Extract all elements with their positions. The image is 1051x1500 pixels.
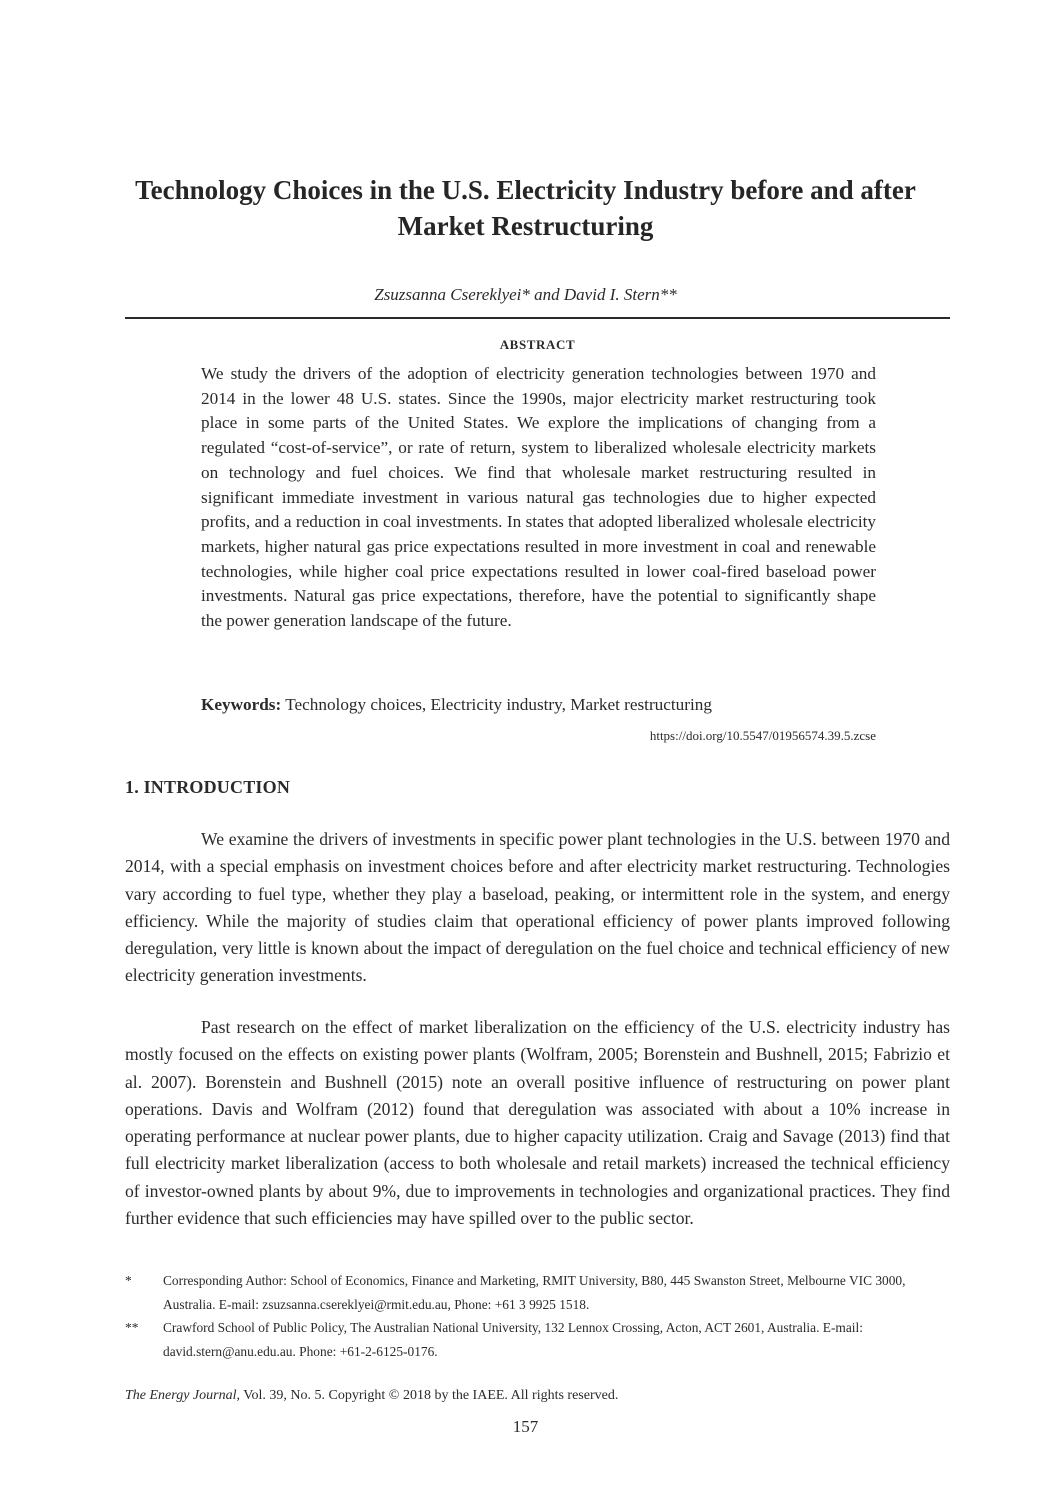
footnote-mark: ** bbox=[125, 1320, 139, 1335]
footnote-text: Corresponding Author: School of Economics, Finance and Marketing, RMIT University, B80, 445 Swanston Street, Melbourne VIC 3000, Australia. E-mail: zsuzsanna.csereklyei@rmit.edu.au, Phone: +61 3 9925 1518. bbox=[163, 1273, 906, 1312]
journal-citation bbox=[125, 1386, 950, 1406]
keywords-line bbox=[201, 693, 891, 717]
keywords-label: Keywords: bbox=[201, 695, 282, 714]
doi-link[interactable]: https://doi.org/10.5547/01956574.39.5.zcse bbox=[649, 728, 876, 743]
abstract-text: We study the drivers of the adoption of electricity generation technologies between 1970 and 2014 in the lower 48 U.S. states. Since the 1990s, major electricity market restructuring took place in some parts of the United States. We explore the implications of changing from a regulated “cost-of-service”, or rate of return, system to liberalized wholesale electricity markets on technology and fuel choices. We find that wholesale market restructuring resulted in significant immediate investment in various natural gas technologies due to higher expected profits, and a reduction in coal investments. In states that adopted liberalized wholesale electricity markets, higher natural gas price expectations resulted in more investment in coal and renewable technologies, while higher coal price expectations resulted in lower coal-fired baseload power investments. Natural gas price expectations, therefore, have the potential to significantly shape the power generation landscape of the future. bbox=[201, 364, 876, 631]
header-divider bbox=[125, 317, 950, 319]
page-number: 157 bbox=[512, 1417, 539, 1436]
footnote-second-author bbox=[125, 1316, 950, 1363]
journal-name: The Energy Journal bbox=[125, 1388, 237, 1403]
keywords-list: Technology choices, Electricity industry, Market restructuring bbox=[285, 695, 712, 714]
footnote-corresponding-author bbox=[125, 1269, 950, 1316]
footnote-text: Crawford School of Public Policy, The Australian National University, 132 Lennox Crossing, Acton, ACT 2601, Australia. E-mail: david.stern@anu.edu.au. Phone: +61-2-6125-0176. bbox=[163, 1320, 863, 1359]
article-title: Technology Choices in the U.S. Electricity Industry before and after Market Restructuring bbox=[135, 175, 916, 241]
abstract-heading: ABSTRACT bbox=[499, 337, 576, 352]
author-line: Zsuzsanna Csereklyei* and David I. Stern** bbox=[374, 285, 677, 304]
section-heading-introduction: 1. INTRODUCTION bbox=[125, 777, 291, 797]
footnote-mark: * bbox=[125, 1273, 132, 1288]
journal-details: , Vol. 39, No. 5. Copyright © 2018 by the IAEE. All rights reserved. bbox=[236, 1388, 619, 1403]
body-paragraph: Past research on the effect of market liberalization on the efficiency of the U.S. electricity industry has mostly focused on the effects on existing power plants (Wolfram, 2005; Borenstein and Bushnell, 2015; Fabrizio et al. 2007). Borenstein and Bushnell (2015) note an overall positive influence of restructuring on power plant operations. Davis and Wolfram (2012) found that deregulation was associated with about a 10% increase in operating performance at nuclear power plants, due to higher capacity utilization. Craig and Savage (2013) find that full electricity market liberalization (access to both wholesale and retail markets) increased the technical efficiency of investor-owned plants by about 9%, due to improvements in technologies and organizational practices. They find further evidence that such efficiencies may have spilled over to the public sector. bbox=[125, 1017, 950, 1229]
body-paragraph: We examine the drivers of investments in specific power plant technologies in the U.S. between 1970 and 2014, with a special emphasis on investment choices before and after electricity market restructuring. Technologies vary according to fuel type, whether they play a baseload, peaking, or intermittent role in the system, and energy efficiency. While the majority of studies claim that operational efficiency of power plants improved following deregulation, very little is known about the impact of deregulation on the fuel choice and technical efficiency of new electricity generation investments. bbox=[125, 829, 950, 986]
